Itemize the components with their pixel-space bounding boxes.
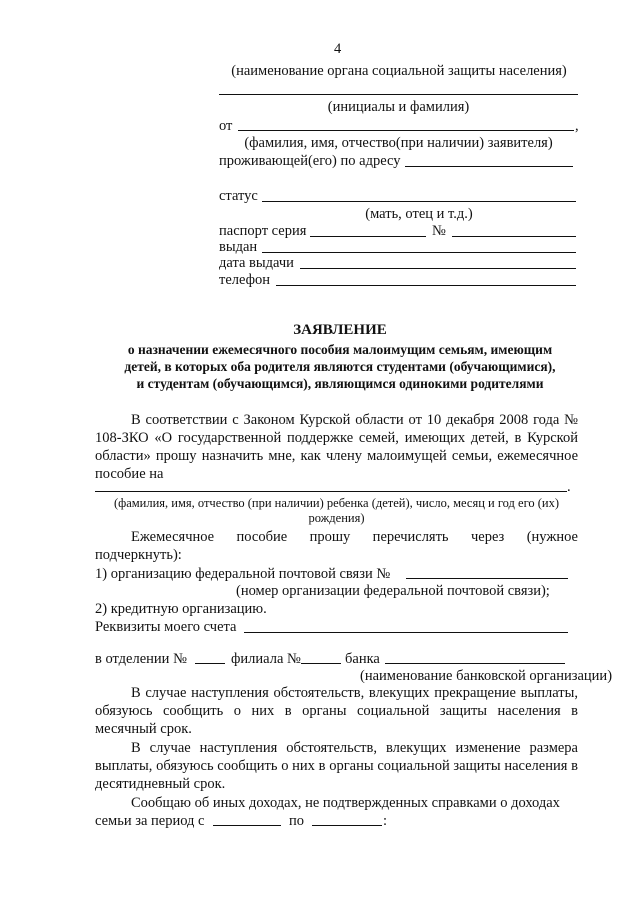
- postal-number-line[interactable]: [406, 578, 568, 579]
- status-line[interactable]: [262, 201, 576, 202]
- page-number: 4: [334, 41, 342, 57]
- branch-number-line[interactable]: [195, 663, 225, 664]
- account-label: Реквизиты моего счета: [95, 619, 237, 635]
- passport-number-line[interactable]: [452, 236, 576, 237]
- period-from-line[interactable]: [213, 825, 281, 826]
- period-to-label: по: [289, 813, 305, 829]
- period-from-label: семьи за период с: [95, 813, 205, 829]
- organ-line[interactable]: [219, 94, 578, 95]
- transfer-line-1: Ежемесячное пособие прошу перечислять через (нужное: [131, 529, 578, 545]
- from-line[interactable]: [238, 130, 574, 131]
- status-label: статус: [219, 188, 258, 204]
- child-caption-1: (фамилия, имя, отчество (при наличии) ребенка (детей), число, месяц и год его (их): [113, 496, 560, 510]
- organ-caption: (наименование органа социальной защиты населения): [231, 63, 567, 79]
- stop-paragraph: В случае наступления обстоятельств, влекущих прекращение выплаты, обязуюсь сообщить о них в органы социальной защиты населения в месячный срок.: [95, 685, 578, 737]
- address-line-1[interactable]: [405, 166, 573, 167]
- filial-number-line[interactable]: [301, 663, 341, 664]
- initials-caption: (инициалы и фамилия): [327, 99, 470, 115]
- account-line-1[interactable]: [244, 632, 568, 633]
- transfer-line-2: подчеркнуть):: [95, 547, 182, 563]
- from-comma: ,: [575, 118, 579, 134]
- period-to-line[interactable]: [312, 825, 382, 826]
- title-line-1: о назначении ежемесячного пособия малоимущим семьям, имеющим: [127, 342, 553, 357]
- option-credit-label: 2) кредитную организацию.: [95, 601, 267, 617]
- bank-name-line[interactable]: [385, 663, 565, 664]
- option-postal-label: 1) организацию федеральной почтовой связи №: [95, 566, 391, 582]
- title-line-3: и студентам (обучающимся), являющимся одинокими родителями: [136, 376, 544, 391]
- address-label: проживающей(его) по адресу: [219, 153, 401, 169]
- bank-label: банка: [345, 651, 380, 667]
- branch-label: в отделении №: [95, 651, 187, 667]
- passport-series-label: паспорт серия: [219, 223, 307, 239]
- title-line-2: детей, в которых оба родителя являются студентами (обучающимися),: [124, 359, 556, 374]
- phone-label: телефон: [219, 272, 271, 288]
- child-dot: .: [567, 479, 571, 495]
- issue-date-line[interactable]: [300, 268, 576, 269]
- period-colon: :: [383, 813, 388, 829]
- bank-caption: (наименование банковской организации): [360, 668, 613, 684]
- intro-paragraph: В соответствии с Законом Курской области от 10 декабря 2008 года № 108-ЗКО «О государственной поддержке семей, имеющих детей, в Курской области» прошу назначить мне, как члену малоимущей семьи, ежемесячное пособие на: [95, 412, 578, 482]
- income-paragraph: Сообщаю об иных доходах, не подтвержденных справками о доходах: [131, 795, 560, 811]
- applicant-caption: (фамилия, имя, отчество(при наличии) заявителя): [244, 135, 553, 151]
- phone-line[interactable]: [276, 285, 576, 286]
- issue-date-label: дата выдачи: [219, 255, 294, 271]
- issued-label: выдан: [219, 239, 258, 255]
- passport-series-line[interactable]: [310, 236, 426, 237]
- child-caption-2: рождения): [308, 511, 365, 525]
- passport-number-label: №: [432, 223, 446, 239]
- change-paragraph: В случае наступления обстоятельств, влекущих изменение размера выплаты, обязуюсь сообщить о них в органы социальной защиты населения в десятидневный срок.: [95, 740, 578, 792]
- option-postal-caption: (номер организации федеральной почтовой связи);: [236, 583, 550, 599]
- document-title: ЗАЯВЛЕНИЕ: [293, 322, 387, 338]
- status-caption: (мать, отец и т.д.): [365, 206, 473, 222]
- child-line[interactable]: [95, 491, 567, 492]
- issued-line[interactable]: [262, 252, 576, 253]
- from-label: от: [219, 118, 233, 134]
- filial-label: филиала №: [231, 651, 301, 667]
